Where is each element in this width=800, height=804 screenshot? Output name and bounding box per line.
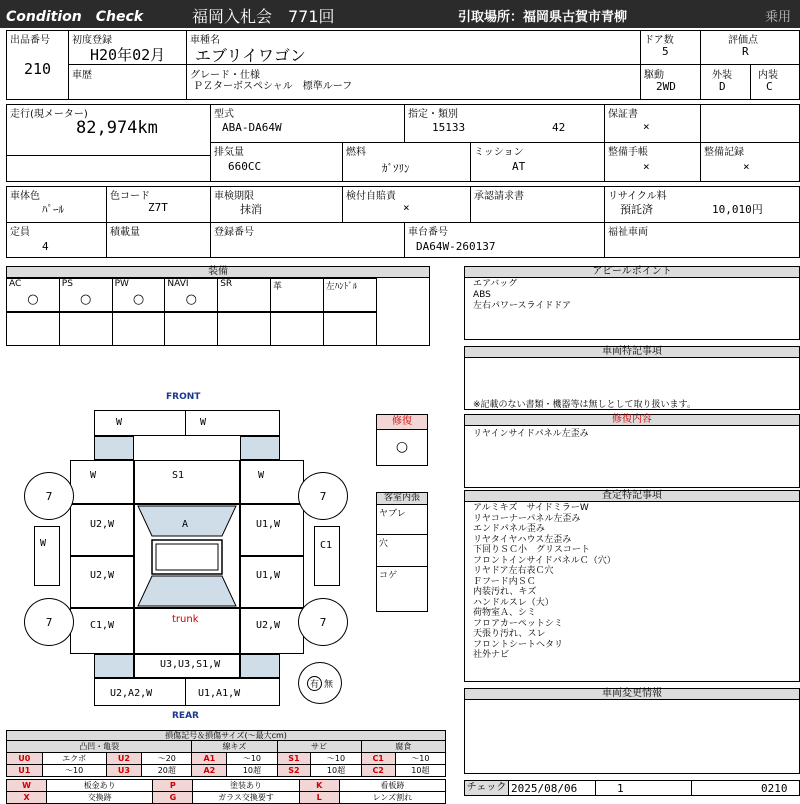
repair-box [376, 414, 428, 466]
rear-panel-mark: U3,U3,S1,W [160, 659, 221, 670]
insurance: × [403, 201, 410, 214]
equipment-col-label: AC [9, 279, 22, 289]
front-left-corner [94, 436, 134, 460]
equipment-empty-cell [270, 312, 324, 346]
equipment-cell-0 [6, 278, 60, 312]
repair-detail-box [464, 414, 800, 488]
mission: AT [512, 160, 526, 173]
special-note: ※記載のない書類・機器等は無しとして取り扱います。 [473, 400, 696, 410]
right-rear-door[interactable] [240, 556, 304, 608]
inspection-line: 荷物室Ａ、シミ [473, 608, 537, 618]
legend-table-2 [6, 779, 446, 804]
front-bumper-left-mark: W [116, 417, 123, 428]
grade-label: グレード・仕様 [190, 70, 260, 81]
insurance-label: 検付自賠責 [346, 191, 396, 202]
rating-label: 評価点 [728, 35, 758, 46]
legend-cell: 板金あり [47, 780, 153, 792]
inspection-line: 内装汚れ、キズ [473, 587, 537, 597]
legend-cell: エクボ [42, 753, 106, 765]
vehicle-category: 乗用 [765, 10, 792, 25]
equipment-empty-cell [217, 312, 271, 346]
equipment-cell-2 [112, 278, 166, 312]
rear-left-tire[interactable]: 7 [24, 598, 74, 646]
color-label: 車体色 [10, 191, 40, 202]
equipment-cell-4 [217, 278, 271, 312]
disp-label: 排気量 [214, 147, 244, 158]
cabin-title: 客室内張 [377, 493, 427, 505]
inspection-line: 社外ナビ [473, 650, 510, 660]
code-label: 色コード [110, 191, 150, 202]
equipment-title: 装備 [7, 267, 429, 278]
legend-cell: S2 [277, 765, 311, 777]
sheet-title: Condition Check [6, 9, 144, 25]
legend-cell: A2 [192, 765, 227, 777]
spare-tire[interactable] [298, 662, 342, 704]
chassis-number: DA64W-260137 [416, 240, 496, 253]
inspection-line: リヤドア左右表Ｃ穴 [473, 566, 554, 576]
right-front-door[interactable] [240, 504, 304, 556]
special-title: 車両特記事項 [465, 347, 799, 358]
maintenance-record: × [743, 160, 750, 173]
legend-cell: L [299, 792, 339, 804]
inspection-title: 査定特記事項 [465, 491, 799, 502]
legend-h1: 凸凹・亀裂 [7, 741, 192, 753]
first-reg: H20年02月 [90, 46, 166, 64]
header-bar [0, 0, 800, 28]
cabin-box [376, 492, 428, 612]
equipment-col-value: ○ [132, 292, 145, 307]
legend-cell: 〜10 [42, 765, 106, 777]
first-reg-label: 初度登録 [72, 35, 112, 46]
color-code: Z7T [148, 201, 168, 214]
model-label: 型式 [214, 109, 234, 120]
rear-left-corner [94, 654, 134, 678]
legend-cell: U0 [7, 753, 43, 765]
legend-cell: K [299, 780, 339, 792]
welfare-label: 福祉車両 [608, 227, 648, 238]
equipment-col-label: 革 [273, 282, 283, 292]
equipment-col-label: PW [114, 279, 129, 289]
rear-label: REAR [172, 711, 199, 721]
car-name: エブリイワゴン [195, 46, 306, 65]
equipment-col-label: 左ﾊﾝﾄﾞﾙ [325, 282, 358, 292]
spare-no: 無 [323, 679, 333, 690]
right-rear-fender-mark: U2,W [256, 620, 281, 631]
front-label: FRONT [166, 392, 201, 402]
repair-title: 修復 [377, 415, 427, 430]
front-right-fender-mark: W [258, 470, 265, 481]
inspection-line: リヤコーナーパネル左歪み [473, 513, 581, 524]
legend-cell: ガラス交換要す [193, 792, 299, 804]
left-front-door[interactable] [70, 504, 134, 556]
rating: R [742, 45, 749, 58]
rear-bumper-right-mark: U1,A1,W [198, 688, 241, 699]
equipment-col-label: SR [220, 279, 233, 289]
mileage: 82,974km [76, 118, 158, 138]
appeal-line: ABS [473, 290, 491, 300]
lot-label: 出品番号 [10, 35, 50, 46]
equipment-empty-cell [323, 312, 377, 346]
equipment-empty-cell [6, 312, 60, 346]
inspection-line: リヤタイヤハウス左歪み [473, 534, 572, 545]
interior-label: 内装 [758, 70, 778, 81]
front-right-corner [240, 436, 280, 460]
legend-cell: P [153, 780, 193, 792]
appeal-line: エアバッグ [473, 279, 518, 289]
equipment-cell-3 [164, 278, 218, 312]
displacement: 660CC [228, 160, 262, 173]
inspect-label: 車検期限 [214, 191, 254, 202]
name-label: 車種名 [190, 35, 220, 46]
right-step-mark: C1 [320, 540, 333, 551]
fuel: ｶﾞｿﾘﾝ [382, 162, 410, 175]
inspection-line: フロントインサイドパネルＣ（穴） [473, 555, 616, 566]
legend-cell: 〜10 [395, 753, 445, 765]
warranty-label: 保証書 [608, 109, 638, 120]
equipment-col-label: PS [61, 279, 73, 289]
inspection-line: ハンドルスレ（大） [473, 597, 554, 608]
left-front-door-mark: U2,W [90, 519, 115, 530]
legend-cell: 交換跡 [47, 792, 153, 804]
body-color: ﾊﾟｰﾙ [42, 203, 64, 216]
left-rear-fender[interactable] [70, 608, 134, 654]
auction-title: 福岡入札会 771回 [192, 7, 335, 26]
recycle-status: 預託済 [620, 203, 653, 216]
front-right-fender[interactable] [240, 460, 304, 504]
chassis-label: 車台番号 [408, 227, 448, 238]
equipment-empty-cell [59, 312, 113, 346]
left-step-mark: W [40, 538, 47, 549]
designation-label: 指定・類別 [408, 109, 458, 120]
drive: 2WD [656, 80, 676, 93]
trunk-label: trunk [172, 614, 199, 625]
front-bumper-right-mark: W [200, 417, 207, 428]
left-rear-door-mark: U2,W [90, 570, 115, 581]
legend-h2: 線キズ [192, 741, 277, 753]
legend-cell: 看板跡 [339, 780, 445, 792]
cabin-row-hole: 穴 [377, 535, 427, 567]
mileage-label: 走行(現メーター) [10, 109, 88, 120]
front-left-fender[interactable] [70, 460, 134, 504]
left-rear-fender-mark: C1,W [90, 620, 115, 631]
fuel-label: 燃料 [346, 147, 366, 158]
check-row [464, 780, 800, 796]
inspection-box [464, 490, 800, 682]
equipment-col-value: ○ [80, 292, 92, 307]
legend-cell: 〜10 [227, 753, 277, 765]
legend-cell: 〜10 [311, 753, 361, 765]
capacity: 4 [42, 240, 49, 253]
legend-cell: 10超 [395, 765, 445, 777]
exterior: D [719, 80, 726, 93]
inspection-line: Ｆフード内ＳＣ [473, 576, 536, 587]
load-label: 積載量 [110, 227, 140, 238]
front-left-fender-mark: W [90, 470, 97, 481]
legend-cell: A1 [192, 753, 227, 765]
repair-detail-title: 修復内容 [465, 415, 799, 426]
designation: 15133 [432, 121, 466, 134]
legend-cell: S1 [277, 753, 311, 765]
left-rear-door[interactable] [70, 556, 134, 608]
grade: ＰＺターボスペシャル 標準ルーフ [193, 81, 353, 92]
pickup-location: 引取場所：福岡県古賀市青柳 [458, 10, 628, 25]
rear-bumper-left-mark: U2,A2,W [110, 688, 153, 699]
drive-label: 駆動 [644, 70, 664, 81]
legend-title: 損傷記号＆損傷サイズ(〜最大cm) [6, 730, 446, 740]
inspection-line: フロントシートヘタリ [473, 639, 564, 650]
inspection-line: 天張り汚れ、スレ [473, 629, 546, 639]
manual-label: 整備手帳 [608, 147, 648, 158]
legend-cell: U2 [106, 753, 142, 765]
repair-detail-text: リヤインサイドパネル左歪み [473, 429, 589, 439]
appeal-box [464, 266, 800, 340]
legend-cell: 20超 [142, 765, 192, 777]
doors: 5 [662, 45, 669, 58]
warranty: × [643, 120, 650, 133]
check-date: 2025/08/06 [511, 782, 578, 795]
right-front-door-mark: U1,W [256, 519, 281, 530]
inspection-expiry: 抹消 [240, 203, 262, 216]
approval-label: 承認請求書 [474, 191, 524, 202]
record-label: 整備記録 [704, 147, 744, 158]
inspection-line: 下回りＳＣ小 グリスコート [473, 545, 590, 555]
right-step[interactable] [314, 526, 340, 586]
special-box [464, 346, 800, 410]
hood-mark: S1 [172, 470, 185, 481]
equipment-cell-5 [270, 278, 324, 312]
model: ABA-DA64W [222, 121, 282, 134]
legend-cell: 〜20 [142, 753, 192, 765]
lot-number: 210 [24, 60, 52, 78]
rear-right-corner [240, 654, 280, 678]
rear-right-tire[interactable]: 7 [298, 598, 348, 646]
legend-cell: U1 [7, 765, 43, 777]
appeal-title: アピールポイント [465, 267, 799, 278]
legend-h4: 腐食 [361, 741, 445, 753]
equipment-empty-cell [112, 312, 166, 346]
change-box [464, 688, 800, 774]
right-rear-door-mark: U1,W [256, 570, 281, 581]
spare-yes: 有 [307, 676, 322, 691]
windshield-mark: A [182, 519, 189, 530]
maintenance-manual: × [643, 160, 650, 173]
front-right-tire[interactable]: 7 [298, 472, 348, 520]
equipment-col-value: ○ [185, 292, 197, 307]
interior: C [766, 80, 773, 93]
row1-box [6, 30, 800, 100]
recycle-amount: 10,010円 [712, 203, 763, 216]
legend-cell: C1 [361, 753, 395, 765]
history-label: 車歴 [72, 70, 92, 81]
check-code: 0210 [761, 782, 788, 795]
inspection-line: エンドパネル歪み [473, 524, 545, 534]
legend-cell: レンズ割れ [339, 792, 445, 804]
cabin-row-burn: コゲ [379, 571, 398, 581]
recycle-label: リサイクル料 [608, 191, 667, 202]
legend-cell: 塗装あり [193, 780, 299, 792]
legend-cell: C2 [361, 765, 395, 777]
doors-label: ドア数 [644, 35, 674, 46]
mission-label: ミッション [474, 147, 524, 158]
equipment-cell-1 [59, 278, 113, 312]
equipment-cell-6 [323, 278, 377, 312]
legend-cell: 10超 [311, 765, 361, 777]
cabin-row-tear: ヤブレ [377, 505, 427, 535]
inspection-line: アルミキズ サイドミラーW [473, 503, 589, 513]
repair-value: ○ [395, 439, 409, 455]
reg-no-label: 登録番号 [214, 227, 254, 238]
front-left-tire[interactable]: 7 [24, 472, 74, 520]
legend-cell: U3 [106, 765, 142, 777]
left-step[interactable] [34, 526, 60, 586]
hood[interactable] [134, 460, 240, 504]
change-title: 車両変更情報 [465, 689, 799, 700]
class-number: 42 [552, 121, 566, 134]
equipment-empty-cell [164, 312, 218, 346]
legend-table [6, 740, 446, 777]
appeal-line: 左右パワースライドドア [473, 301, 572, 311]
damage-legend [6, 730, 446, 804]
equipment-col-value: ○ [27, 292, 39, 307]
legend-cell: X [7, 792, 47, 804]
capacity-label: 定員 [10, 227, 30, 238]
right-rear-fender[interactable] [240, 608, 304, 654]
check-number: 1 [617, 782, 624, 795]
check-label: チェック [465, 781, 509, 795]
equipment-col-label: NAVI [167, 279, 189, 289]
legend-cell: W [7, 780, 47, 792]
legend-h3: サビ [277, 741, 361, 753]
exterior-label: 外装 [712, 70, 732, 81]
inspection-line: フロアカーペットシミ [473, 618, 563, 629]
legend-cell: 10超 [227, 765, 277, 777]
legend-cell: G [153, 792, 193, 804]
